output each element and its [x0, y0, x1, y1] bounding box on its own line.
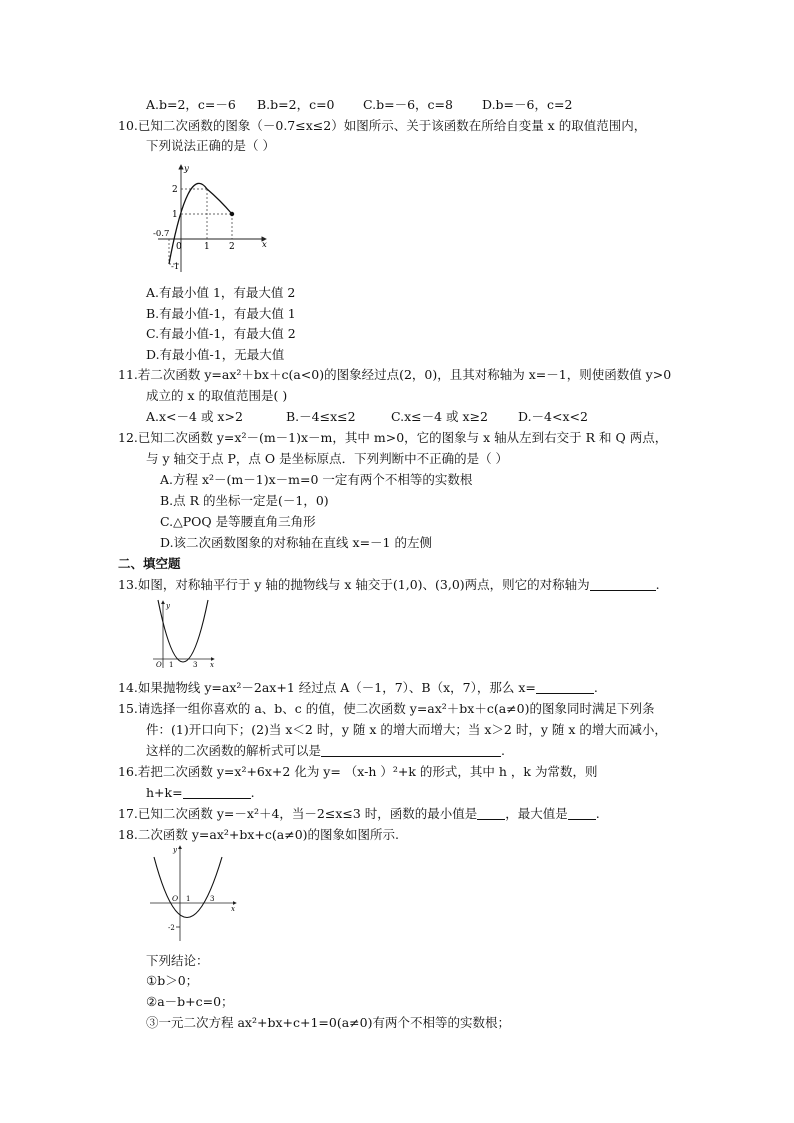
q11-option-a: A.x<－4 或 x>2	[146, 409, 243, 424]
q10-label-neg07: -0.7	[153, 229, 170, 239]
q10-label-y1: 1	[172, 210, 178, 220]
q11-option-b: B.－4≤x≤2	[286, 409, 356, 424]
q17-stem-mid: ，最大值是	[505, 806, 568, 821]
q9-option-a: A.b=2，c=－6	[146, 97, 236, 112]
q9-option-b: B.b=2，c=0	[257, 97, 335, 112]
q17-max-blank[interactable]	[568, 807, 596, 820]
q18-conclusion-1: ①b＞0；	[146, 973, 199, 988]
q10-label-neg1: -1	[171, 262, 180, 272]
q18-stem: 18.二次函数 y=ax²+bx+c(a≠0)的图象如图所示.	[118, 827, 400, 842]
q15-stem-line3	[146, 743, 505, 759]
q14-answer-blank[interactable]	[536, 681, 594, 694]
q10-stem-line2: 下列说法正确的是（ ）	[146, 138, 275, 153]
q10-stem-line1: 10.已知二次函数的图象（－0.7≤x≤2）如图所示、关于该函数在所给自变量 x 的取值范围内，	[118, 118, 647, 133]
section-fill-in-title: 二、填空题	[118, 556, 181, 571]
q17-stem-text: 17.已知二次函数 y=－x²＋4，当－2≤x≤3 时，函数的最小值是	[118, 806, 478, 821]
q13-label-x3: 3	[193, 661, 198, 669]
q18-conclusion-2: ②a－b+c=0；	[146, 994, 234, 1009]
q15-stem-text: 这样的二次函数的解析式可以是	[146, 743, 322, 758]
q13-stem-text: 13.如图，对称轴平行于 y 轴的抛物线与 x 轴交于(1,0)、(3,0)两点，则它的对称轴为	[118, 577, 590, 592]
q10-option-a: A.有最小值 1，有最大值 2	[146, 285, 296, 300]
q11-stem-line2: 成立的 x 的取值范围是( )	[146, 388, 288, 403]
q10-label-x2: 2	[229, 242, 235, 252]
q18-label-x3: 3	[210, 895, 215, 903]
q10-option-b: B.有最小值-1，有最大值 1	[146, 306, 296, 321]
q12-stem-line2: 与 y 轴交于点 P，点 O 是坐标原点．下列判断中不正确的是（ ）	[146, 451, 509, 466]
q18-label-x: x	[231, 905, 235, 913]
q17-stem	[118, 806, 600, 822]
q11-option-d: D.－4<x<2	[518, 409, 588, 424]
q13-graph	[148, 598, 218, 670]
q13-label-x1: 1	[169, 661, 174, 669]
q9-option-c: C.b=－6，c=8	[363, 97, 453, 112]
q16-answer-blank[interactable]	[183, 786, 251, 799]
q12-option-a: A.方程 x²－(m－1)x－m=0 一定有两个不相等的实数根	[160, 472, 473, 487]
q18-label-origin: O	[172, 894, 179, 903]
q14-stem-end: .	[593, 680, 598, 695]
q11-option-c: C.x≤－4 或 x≥2	[391, 409, 488, 424]
q15-stem-line2: 件：(1)开口向下；(2)当 x＜2 时，y 随 x 的增大而增大；当 x＞2 时，y 随 x 的增大而减小，	[146, 722, 667, 737]
q10-label-origin: 0	[176, 242, 182, 252]
q15-stem-line1: 15.请选择一组你喜欢的 a、b、c 的值，使二次函数 y=ax²＋bx＋c(a≠0)的图象同时满足下列条	[118, 701, 655, 716]
q13-label-origin: O	[156, 661, 162, 669]
q18-graph	[146, 843, 240, 943]
q12-option-b: B.点 R 的坐标一定是(－1，0)	[160, 493, 329, 508]
q12-option-d: D.该二次函数图象的对称轴在直线 x=－1 的左侧	[160, 535, 432, 550]
q18-parabola	[154, 857, 222, 918]
q13-label-y: y	[166, 602, 170, 610]
q14-stem	[118, 680, 598, 696]
q10-option-d: D.有最小值-1，无最大值	[146, 347, 285, 362]
q13-stem-end: .	[655, 577, 660, 592]
q10-endpoint-dot	[230, 212, 234, 216]
q16-stem-text: h+k=	[146, 785, 183, 800]
q11-stem-line1: 11.若二次函数 y=ax²＋bx＋c(a<0)的图象经过点(2，0)，且其对称轴为 x=－1，则使函数值 y>0	[118, 367, 672, 382]
q14-stem-text: 14.如果抛物线 y=ax²－2ax+1 经过点 A（－1，7）、B（x，7），那么 x=	[118, 680, 536, 695]
q16-stem-end: .	[250, 785, 255, 800]
q12-stem-line1: 12.已知二次函数 y=x²－(m－1)x－m，其中 m>0，它的图象与 x 轴从左到右交于 R 和 Q 两点，	[118, 430, 668, 445]
q17-min-blank[interactable]	[477, 807, 505, 820]
q13-label-x: x	[210, 661, 214, 669]
q18-lead: 下列结论：	[146, 953, 209, 968]
q12-option-c: C.△POQ 是等腰直角三角形	[160, 514, 316, 529]
q9-option-d: D.b=－6，c=2	[482, 97, 573, 112]
q15-answer-blank[interactable]	[321, 744, 501, 757]
q10-label-x1: 1	[204, 242, 210, 252]
q13-stem	[118, 577, 660, 593]
q17-stem-end: .	[595, 806, 600, 821]
q15-stem-end: .	[501, 743, 505, 758]
q18-label-neg2: -2	[168, 924, 175, 932]
q10-axis-y-label: y	[184, 164, 189, 174]
q16-stem-line2	[146, 785, 255, 801]
q10-graph	[148, 160, 273, 275]
q10-option-c: C.有最小值-1，有最大值 2	[146, 326, 296, 341]
q16-stem-line1: 16.若把二次函数 y=x²+6x+2 化为 y= （x-h ）²+k 的形式，其中 h ，k 为常数，则	[118, 764, 598, 779]
q10-label-y2: 2	[172, 185, 178, 195]
q13-answer-blank[interactable]	[590, 578, 656, 591]
q10-axis-x-label: x	[262, 240, 267, 250]
q18-label-x1: 1	[186, 895, 191, 903]
q18-conclusion-3: ③一元二次方程 ax²+bx+c+1=0(a≠0)有两个不相等的实数根；	[146, 1015, 510, 1030]
q18-label-y: y	[173, 846, 177, 854]
